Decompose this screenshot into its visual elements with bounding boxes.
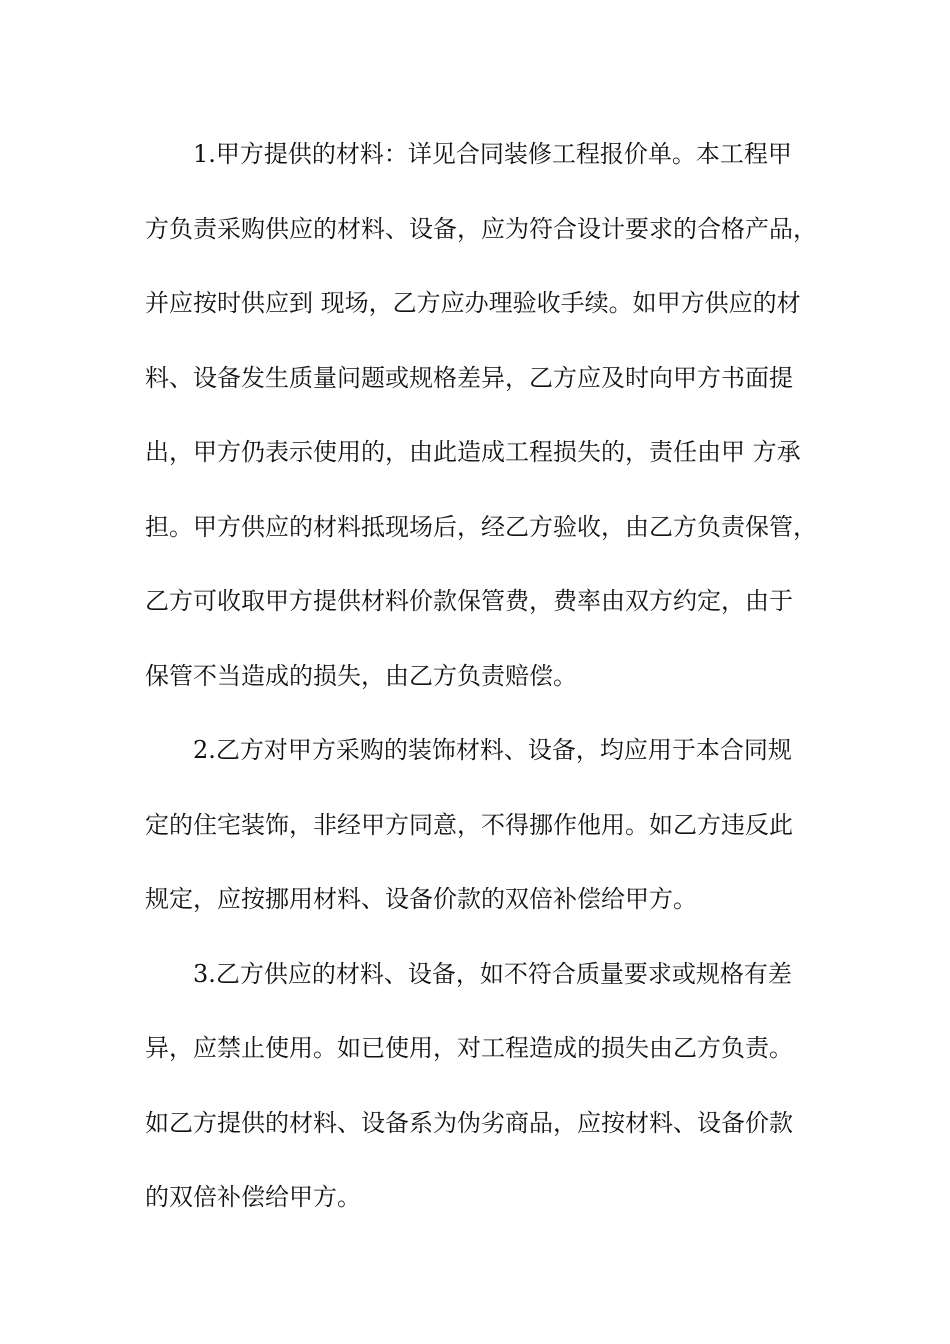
text-line: 并应按时供应到 现场，乙方应办理验收手续。如甲方供应的材 [145, 289, 801, 317]
text-line: 规定，应按挪用材料、设备价款的双倍补偿给甲方。 [145, 885, 697, 913]
paragraph-3 [145, 950, 825, 1248]
text-line: 乙方可收取甲方提供材料价款保管费，费率由双方约定，由于 [145, 587, 793, 615]
text-line: 定的住宅装饰，非经甲方同意，不得挪作他用。如乙方违反此 [145, 810, 793, 839]
document-body [145, 130, 825, 1248]
text-line: 料、设备发生质量问题或规格差异，乙方应及时向甲方书面提 [145, 363, 793, 392]
text-line: 3.乙方供应的材料、设备，如不符合质量要求或规格有差 [193, 959, 792, 988]
paragraph-2 [145, 726, 825, 950]
text-line: 如乙方提供的材料、设备系为伪劣商品，应按材料、设备价款 [145, 1108, 793, 1137]
text-line: 1.甲方提供的材料：详见合同装修工程报价单。本工程甲 [193, 140, 792, 168]
text-line: 方负责采购供应的材料、设备，应为符合设计要求的合格产品， [145, 214, 817, 243]
paragraph-1 [145, 130, 825, 726]
text-line: 的双倍补偿给甲方。 [145, 1183, 361, 1211]
text-line: 保管不当造成的损失，由乙方负责赔偿。 [145, 661, 577, 690]
text-line: 担。甲方供应的材料抵现场后，经乙方验收，由乙方负责保管， [145, 512, 817, 541]
text-line: 2.乙方对甲方采购的装饰材料、设备，均应用于本合同规 [193, 736, 792, 764]
text-line: 出，甲方仍表示使用的，由此造成工程损失的，责任由甲 方承 [145, 438, 801, 466]
text-line: 异，应禁止使用。如已使用，对工程造成的损失由乙方负责。 [145, 1034, 793, 1062]
